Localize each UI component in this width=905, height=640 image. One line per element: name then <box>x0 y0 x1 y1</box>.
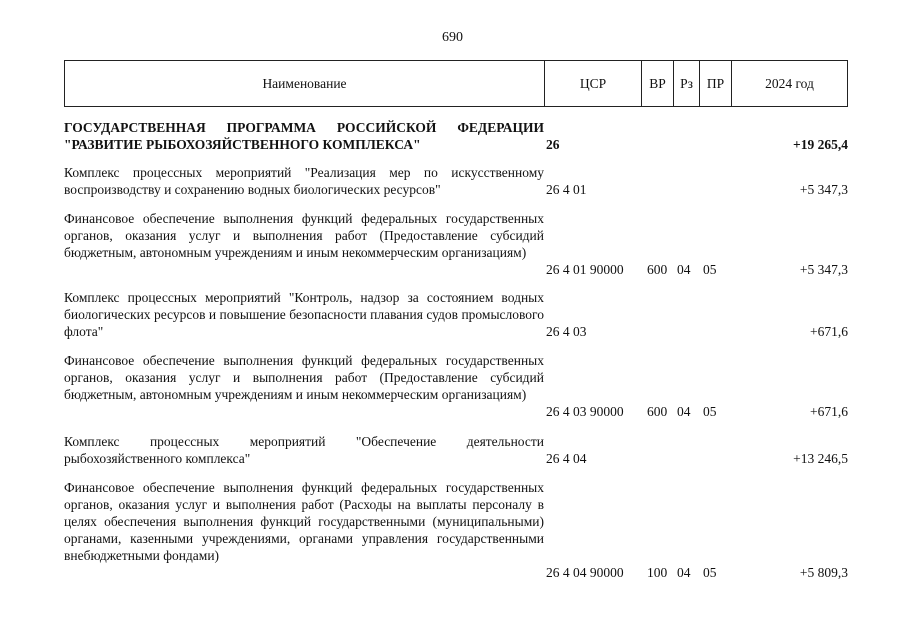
row-amount: +5 809,3 <box>799 565 848 580</box>
row-csr: 26 4 03 90000 <box>546 404 624 419</box>
row-csr: 26 <box>546 137 560 152</box>
row-amount: +671,6 <box>810 324 848 339</box>
row-csr: 26 4 04 90000 <box>546 565 624 580</box>
row-pr: 05 <box>703 262 717 277</box>
row-amount: +5 347,3 <box>799 182 848 197</box>
row-name: ГОСУДАРСТВЕННАЯ ПРОГРАММА РОССИЙСКОЙ ФЕДЕРАЦИИ "РАЗВИТИЕ РЫБОХОЗЯЙСТВЕННОГО КОМПЛЕКСА" <box>64 120 544 152</box>
row-name: Финансовое обеспечение выполнения функций федеральных государственных органов, оказания услуг и выполнения работ (Предоставление субсидий бюджетным, автономным учреждениям и иным некоммерческим организациям) <box>64 353 544 402</box>
row-rz: 04 <box>677 565 691 580</box>
row-amount: +5 347,3 <box>799 262 848 277</box>
header-csr: ЦСР <box>545 61 642 106</box>
row-vr: 100 <box>647 565 668 580</box>
row-name: Комплекс процессных мероприятий "Обеспечение деятельности рыбохозяйственного комплекса" <box>64 434 544 466</box>
header-year: 2024 год <box>765 75 814 91</box>
row-pr: 05 <box>703 404 717 419</box>
row-name: Финансовое обеспечение выполнения функций федеральных государственных органов, оказания услуг и выполнения работ (Расходы на выплаты персоналу в целях обеспечения выполнения функций государственными (муниципальными) органами, казенными учреждениями, органами управления государственными внебюджетными фондами) <box>64 480 544 563</box>
row-csr: 26 4 04 <box>546 451 587 466</box>
header-vr: ВР <box>642 61 674 106</box>
row-amount: +13 246,5 <box>793 451 848 466</box>
row-csr: 26 4 01 <box>546 182 587 197</box>
row-amount: +19 265,4 <box>793 137 848 152</box>
header-pr: ПР <box>700 61 732 106</box>
row-amount: +671,6 <box>810 404 848 419</box>
header-rz: Рз <box>674 61 700 106</box>
page-number: 690 <box>442 30 463 45</box>
row-csr: 26 4 03 <box>546 324 587 339</box>
row-rz: 04 <box>677 404 691 419</box>
header-name: Наименование <box>65 61 545 106</box>
row-name: Комплекс процессных мероприятий "Контроль, надзор за состоянием водных биологических ресурсов и повышение безопасности плавания судов промыслового флота" <box>64 290 544 339</box>
table-header <box>64 60 848 107</box>
row-vr: 600 <box>647 262 668 277</box>
row-name: Комплекс процессных мероприятий "Реализация мер по искусственному воспроизводству и сохранению водных биологических ресурсов" <box>64 165 544 197</box>
row-pr: 05 <box>703 565 717 580</box>
row-vr: 600 <box>647 404 668 419</box>
row-name: Финансовое обеспечение выполнения функций федеральных государственных органов, оказания услуг и выполнения работ (Предоставление субсидий бюджетным, автономным учреждениям и иным некоммерческим организациям) <box>64 211 544 260</box>
row-rz: 04 <box>677 262 691 277</box>
row-csr: 26 4 01 90000 <box>546 262 624 277</box>
